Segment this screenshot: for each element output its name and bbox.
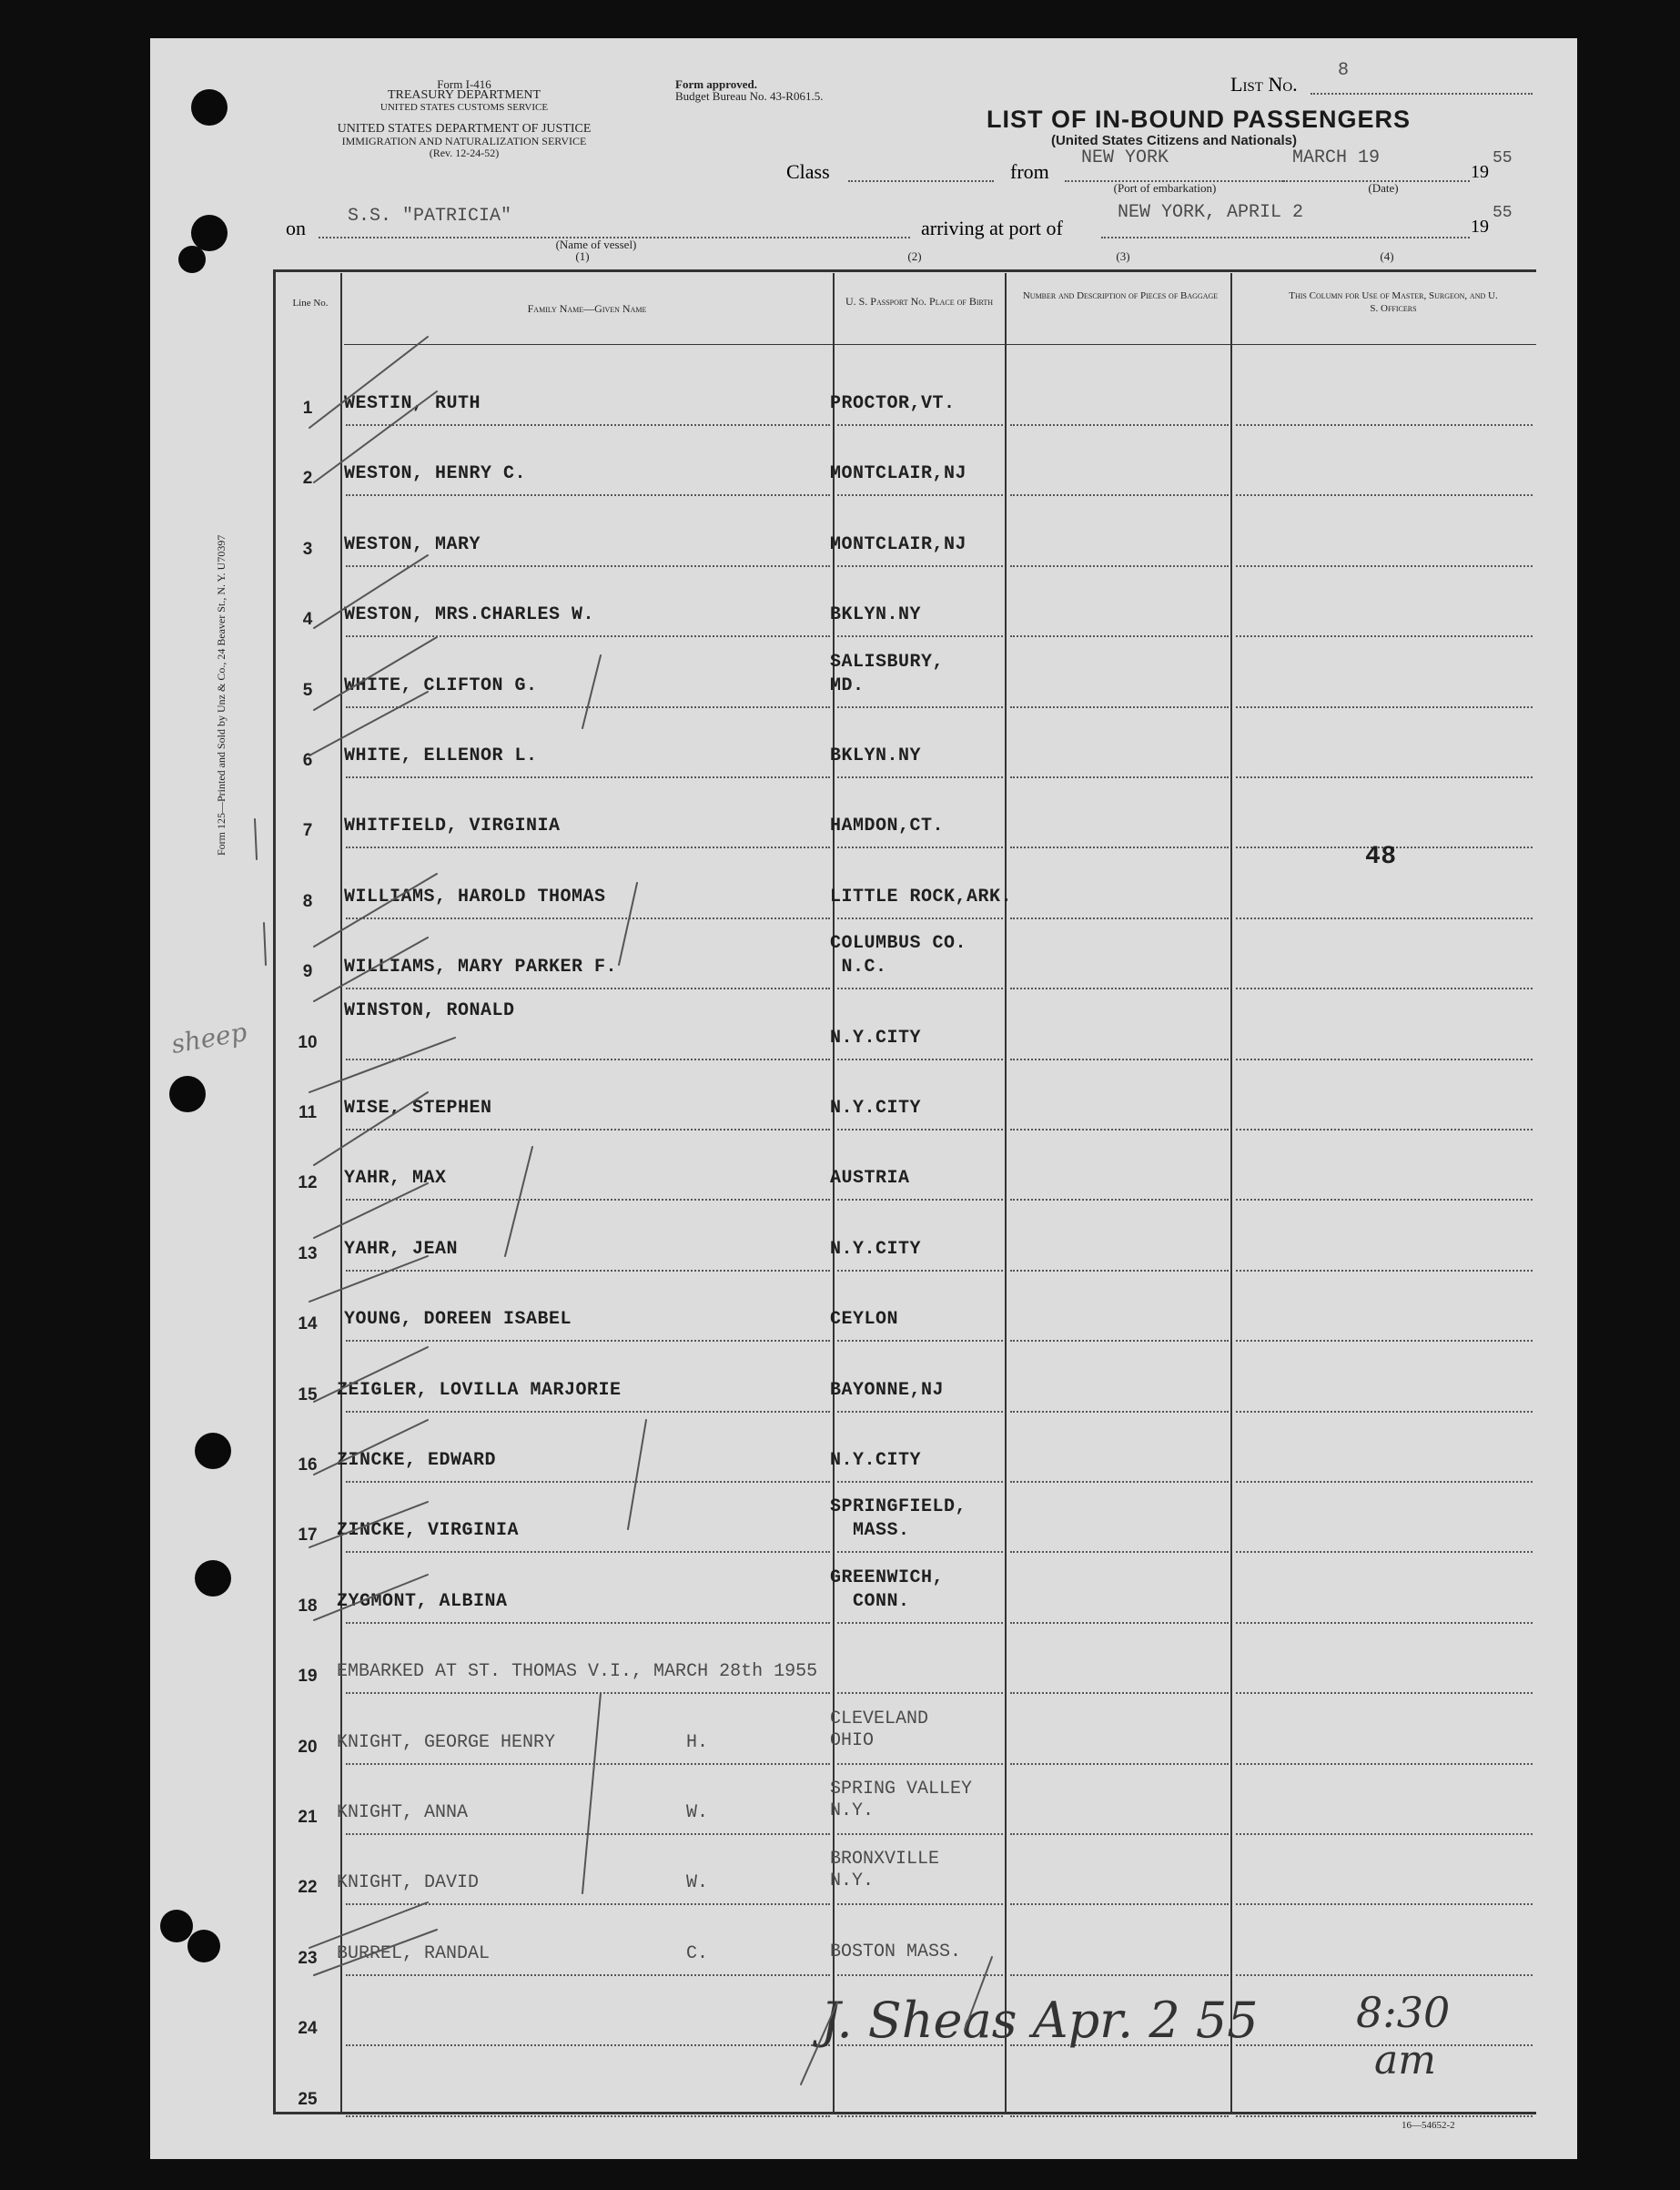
place-of-birth: OHIO [830, 1729, 875, 1751]
list-no-label: List No. [1230, 73, 1298, 96]
line-number: 3 [302, 539, 313, 559]
caption-3: (3) [1116, 249, 1130, 263]
passenger-name: YAHR, JEAN [344, 1238, 459, 1260]
revision: (Rev. 12-24-52) [429, 147, 500, 159]
passenger-name: WISE, STEPHEN [344, 1098, 492, 1119]
vessel-caption: (Name of vessel) [555, 238, 637, 251]
line-number: 9 [302, 962, 313, 982]
arrival-port: NEW YORK, APRIL 2 [1118, 202, 1304, 223]
place-of-birth: AUSTRIA [830, 1168, 910, 1190]
list-no-value: 8 [1338, 60, 1350, 81]
line-number: 21 [298, 1808, 318, 1827]
passenger-name: YOUNG, DOREEN ISABEL [344, 1309, 572, 1331]
printer-imprint: Form 125—Printed and Sold by Unz & Co., 24 Beaver St., N. Y. U70397 [215, 534, 228, 856]
passenger-code: W. [686, 1802, 709, 1823]
passenger-name: WESTON, MARY [344, 533, 481, 555]
place-of-birth: MASS. [830, 1520, 910, 1542]
caption-4: (4) [1380, 249, 1394, 263]
date-caption: (Date) [1368, 181, 1399, 195]
stamp-48: 48 [1365, 843, 1397, 871]
passenger-name: ZINCKE, VIRGINIA [337, 1520, 520, 1542]
passenger-name: WHITE, CLIFTON G. [344, 674, 538, 696]
passenger-code: C. [686, 1942, 709, 1964]
place-of-birth: CEYLON [830, 1309, 899, 1331]
col-line-no: Line No. [292, 298, 329, 309]
arriving-label: arriving at port of [921, 217, 1063, 239]
year-value: 55 [1493, 149, 1513, 167]
line-number: 24 [298, 2019, 318, 2039]
ins-service: IMMIGRATION AND NATURALIZATION SERVICE [341, 135, 587, 147]
line-number: 18 [298, 1596, 318, 1616]
place-of-birth: BKLYN.NY [830, 745, 922, 766]
passenger-name: WHITFIELD, VIRGINIA [344, 816, 561, 837]
passenger-name: EMBARKED AT ST. THOMAS V.I., MARCH 28th 1955 [337, 1661, 818, 1683]
year-prefix-2: 19 [1471, 217, 1489, 237]
treasury-dept: TREASURY DEPARTMENT [387, 88, 541, 102]
on-label: on [286, 217, 306, 239]
line-number: 16 [298, 1455, 318, 1475]
officer-signature: J. Sheas Apr. 2 55 [821, 1992, 1259, 2049]
arrival-time: 8:30 [1356, 1988, 1451, 2037]
vessel-name: S.S. "PATRICIA" [348, 206, 512, 227]
customs-service: UNITED STATES CUSTOMS SERVICE [380, 102, 549, 113]
line-number: 6 [302, 751, 313, 770]
year-prefix: 19 [1471, 162, 1489, 182]
budget-bureau: Budget Bureau No. 43-R061.5. [675, 89, 824, 103]
place-of-birth: N.Y.CITY [830, 1450, 922, 1471]
line-number: 7 [302, 821, 313, 841]
place-of-birth-line1: BRONXVILLE [830, 1849, 940, 1871]
from-label: from [1010, 160, 1049, 183]
place-of-birth: LITTLE ROCK,ARK. [830, 886, 1013, 907]
passenger-name: WINSTON, RONALD [344, 999, 515, 1021]
place-of-birth: MONTCLAIR,NJ [830, 533, 967, 555]
passenger-name: WESTIN, RUTH [344, 393, 481, 414]
line-number: 2 [302, 469, 313, 489]
passenger-code: W. [686, 1872, 709, 1894]
place-of-birth-line1: GREENWICH, [830, 1566, 945, 1588]
col-officers: This Column for Use of Master, Surgeon, and U. S. Officers [1289, 290, 1498, 314]
passenger-name: KNIGHT, DAVID [337, 1872, 480, 1894]
departure-date: MARCH 19 [1292, 147, 1381, 168]
col-passport: U. S. Passport No. Place of Birth [845, 295, 994, 308]
line-number: 22 [298, 1878, 318, 1898]
place-of-birth: CONN. [830, 1590, 910, 1612]
place-of-birth: BKLYN.NY [830, 604, 922, 626]
port-caption: (Port of embarkation) [1113, 181, 1217, 195]
class-label: Class [786, 160, 830, 183]
page-title: LIST OF IN-BOUND PASSENGERS [987, 106, 1412, 133]
passenger-name: WESTON, HENRY C. [344, 463, 527, 485]
line-number: 17 [298, 1526, 318, 1546]
line-number: 10 [298, 1032, 318, 1052]
place-of-birth: N.C. [830, 957, 887, 978]
place-of-birth: PROCTOR,VT. [830, 393, 956, 414]
justice-dept: UNITED STATES DEPARTMENT OF JUSTICE [337, 122, 592, 136]
place-of-birth-line1: CLEVELAND [830, 1708, 929, 1729]
caption-2: (2) [907, 249, 922, 263]
margin-note: sheep [168, 1017, 249, 1060]
place-of-birth: N.Y.CITY [830, 1098, 922, 1119]
passenger-name: ZINCKE, EDWARD [337, 1450, 497, 1471]
arrival-ampm: am [1374, 2037, 1436, 2084]
place-of-birth-line1: COLUMBUS CO. [830, 933, 967, 955]
passenger-name: WESTON, MRS.CHARLES W. [344, 604, 595, 626]
line-number: 20 [298, 1737, 318, 1757]
line-number: 14 [298, 1314, 318, 1334]
line-number: 19 [298, 1667, 318, 1687]
page-subtitle: (United States Citizens and Nationals) [1050, 133, 1298, 148]
place-of-birth: BAYONNE,NJ [830, 1379, 945, 1401]
year-value-2: 55 [1493, 204, 1513, 222]
passenger-name: ZEIGLER, LOVILLA MARJORIE [337, 1379, 622, 1401]
port-of-embarkation: NEW YORK [1081, 147, 1169, 168]
passenger-name: WILLIAMS, MARY PARKER F. [344, 957, 618, 978]
passenger-name: WILLIAMS, HAROLD THOMAS [344, 886, 606, 907]
place-of-birth: N.Y. [830, 1800, 875, 1821]
passenger-name: KNIGHT, GEORGE HENRY [337, 1731, 556, 1753]
place-of-birth: BOSTON MASS. [830, 1941, 962, 1962]
place-of-birth: MD. [830, 674, 865, 696]
passenger-name: ZYGMONT, ALBINA [337, 1590, 508, 1612]
line-number: 23 [298, 1948, 318, 1968]
place-of-birth: N.Y.CITY [830, 1027, 922, 1049]
line-number: 4 [302, 610, 313, 630]
place-of-birth-line1: SPRINGFIELD, [830, 1496, 967, 1518]
form-number: Form I-416 [437, 77, 491, 91]
place-of-birth: N.Y. [830, 1871, 875, 1892]
caption-1: (1) [575, 249, 590, 263]
line-number: 11 [298, 1103, 318, 1122]
footer-code: 16—54652-2 [1402, 2120, 1455, 2131]
passenger-name: KNIGHT, ANNA [337, 1802, 469, 1823]
passenger-name: YAHR, MAX [344, 1168, 447, 1190]
line-number: 15 [298, 1384, 318, 1404]
form-approved: Form approved. [675, 77, 758, 91]
place-of-birth-line1: SPRING VALLEY [830, 1779, 973, 1800]
line-number: 25 [298, 2089, 318, 2109]
place-of-birth: N.Y.CITY [830, 1238, 922, 1260]
place-of-birth: MONTCLAIR,NJ [830, 463, 967, 485]
col-baggage: Number and Description of Pieces of Baggage [1022, 290, 1219, 301]
line-number: 13 [298, 1243, 318, 1263]
line-number: 12 [298, 1173, 318, 1193]
passenger-code: H. [686, 1731, 709, 1753]
place-of-birth-line1: SALISBURY, [830, 651, 945, 673]
line-number: 5 [302, 680, 313, 700]
line-number: 1 [302, 399, 313, 418]
place-of-birth: HAMDON,CT. [830, 816, 945, 837]
col-name: Family Name—Given Name [527, 302, 647, 315]
passenger-name: WHITE, ELLENOR L. [344, 745, 538, 766]
passenger-name: BURREL, RANDAL [337, 1942, 491, 1964]
line-number: 8 [302, 891, 313, 911]
